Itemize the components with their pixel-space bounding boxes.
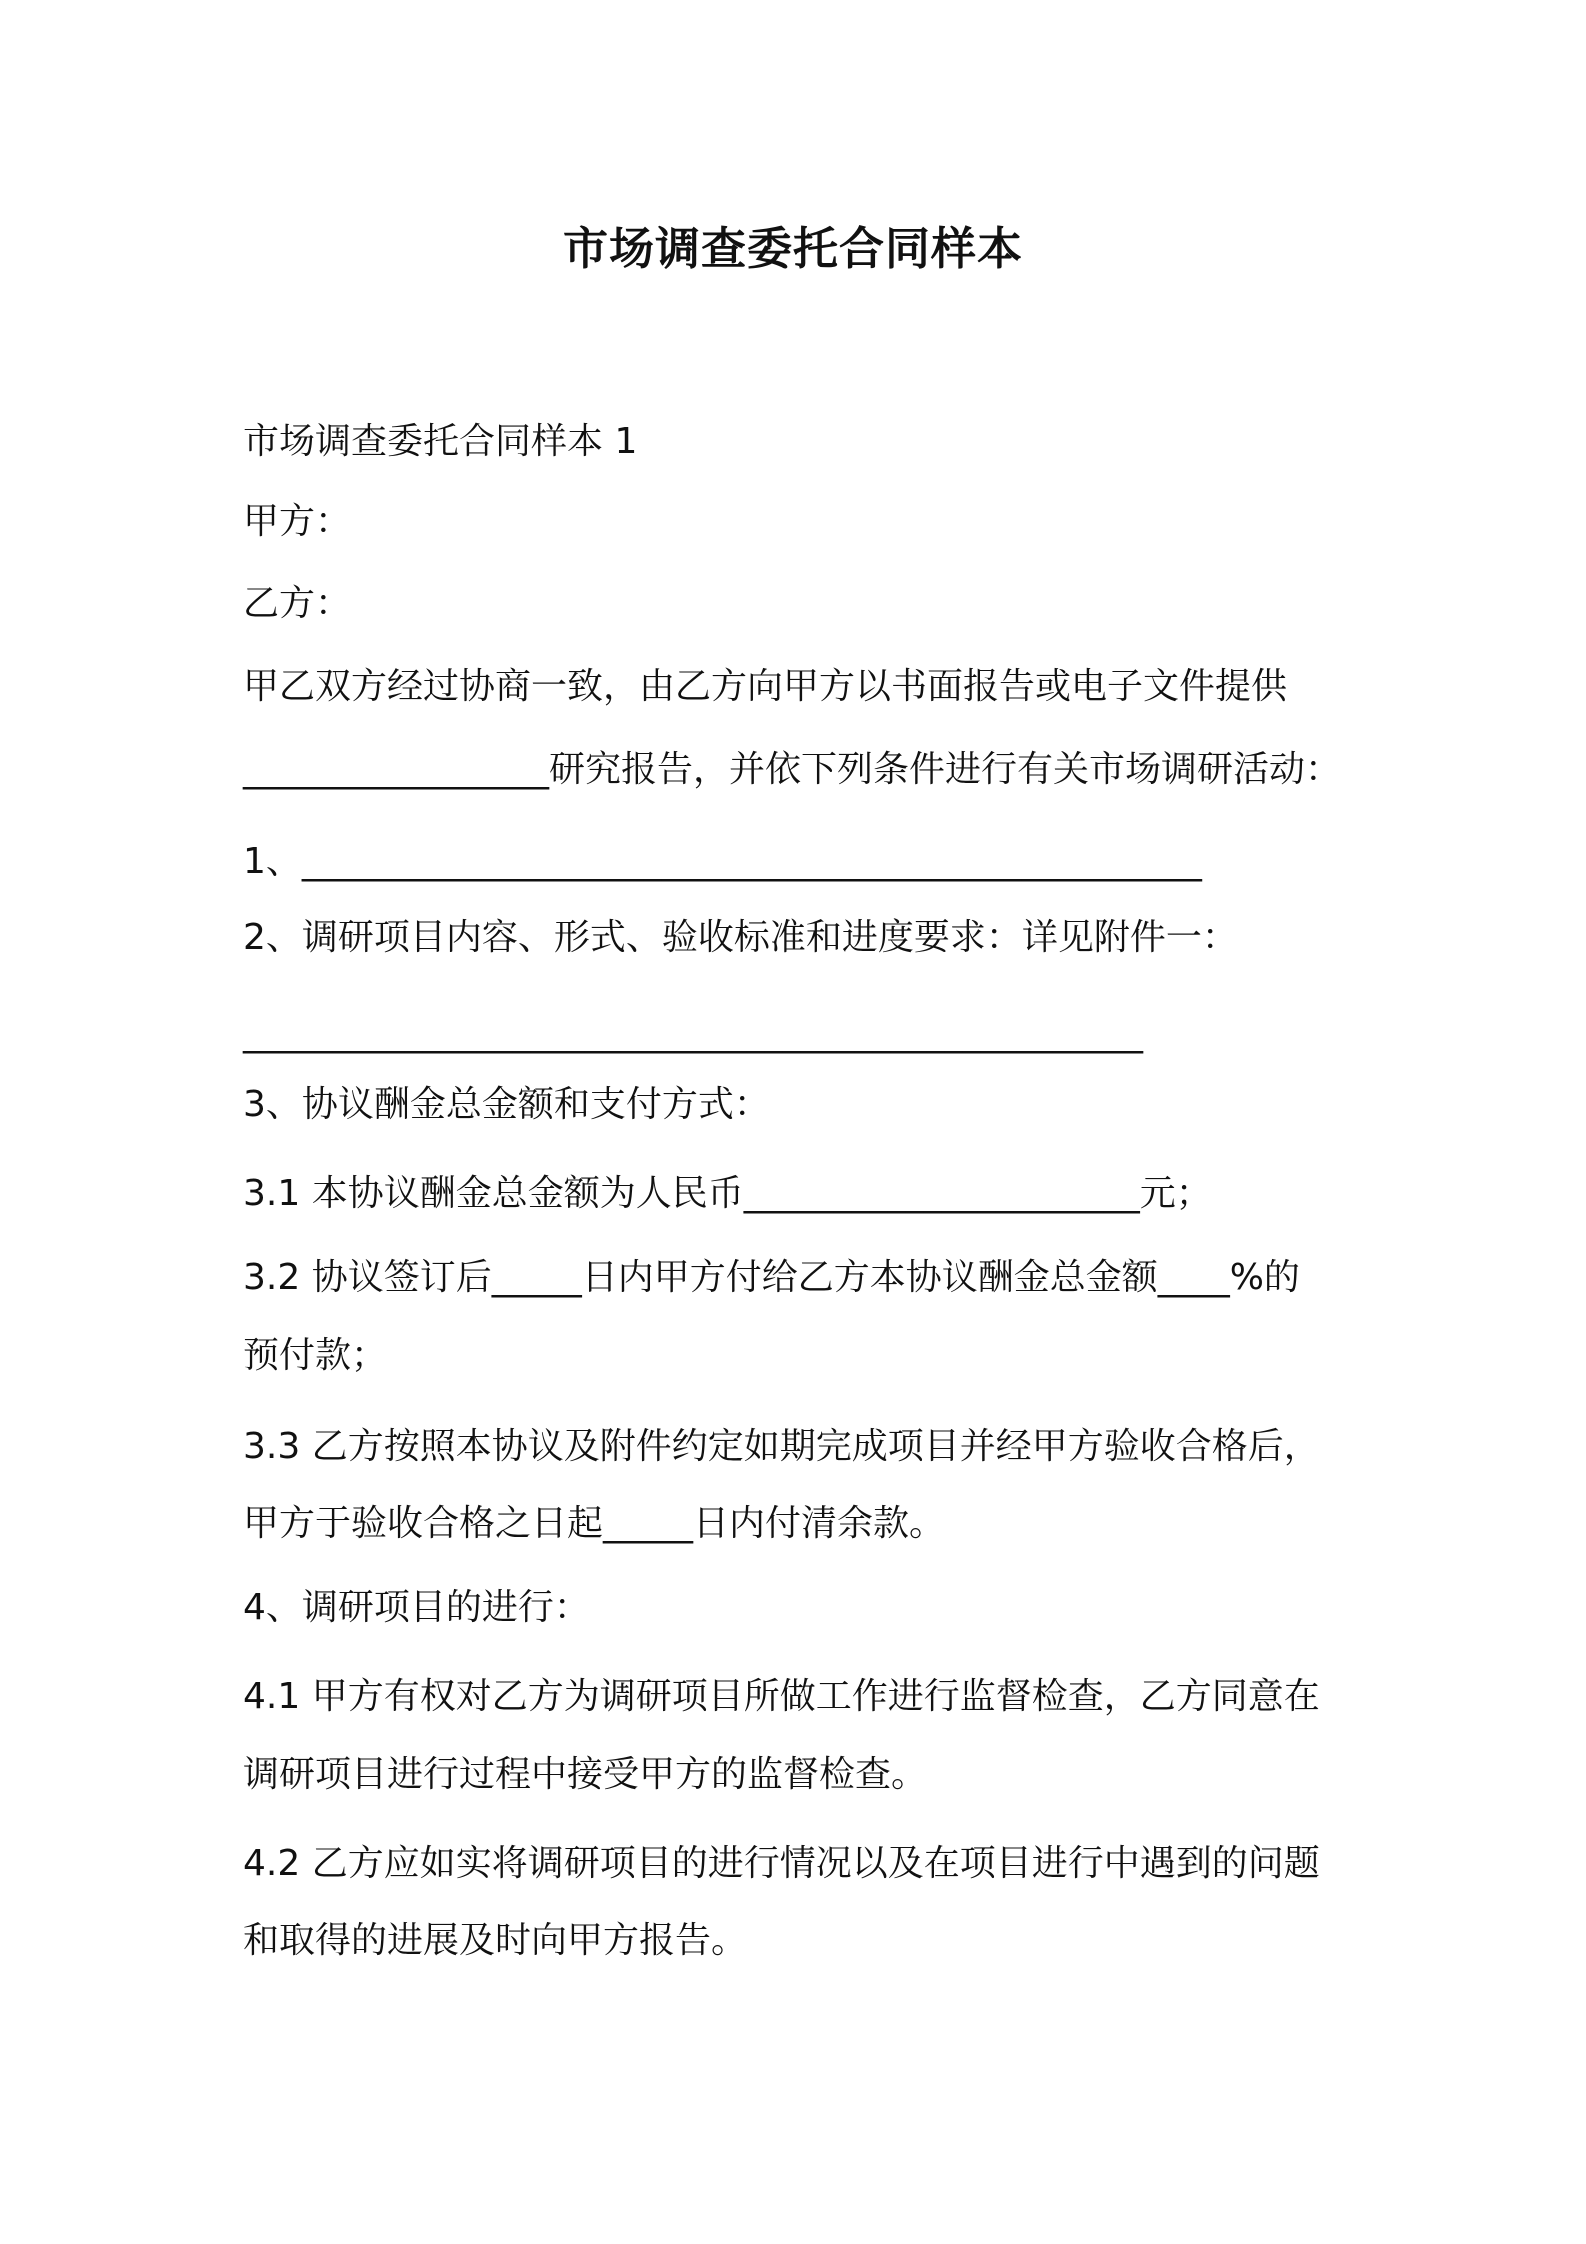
party-a-line: 甲方： <box>243 501 352 542</box>
clause-4-line: 4、调研项目的进行： <box>243 1587 590 1628</box>
clause-3-1-line: 3.1 本协议酬金总金额为人民币______________________元； <box>243 1173 1212 1214</box>
clause-4-1-line: 4.1 甲方有权对乙方为调研项目所做工作进行监督检查，乙方同意在 <box>243 1676 1320 1717</box>
clause-3-line: 3、协议酬金总金额和支付方式： <box>243 1084 770 1125</box>
clause-4-1-continuation: 调研项目进行过程中接受甲方的监督检查。 <box>243 1754 928 1795</box>
section-heading: 市场调查委托合同样本 1 <box>243 421 638 462</box>
clause-4-2-continuation: 和取得的进展及时向甲方报告。 <box>243 1920 748 1961</box>
blank-line: __________________________________________________ <box>243 1013 1143 1054</box>
clause-4-2-line: 4.2 乙方应如实将调研项目的进行情况以及在项目进行中遇到的问题 <box>243 1843 1320 1884</box>
clause-1-line: 1、__________________________________________________ <box>243 841 1202 882</box>
document-title: 市场调查委托合同样本 <box>562 222 1023 275</box>
clause-3-3-line: 3.3 乙方按照本协议及附件约定如期完成项目并经甲方验收合格后， <box>243 1426 1320 1467</box>
party-b-line: 乙方： <box>243 583 352 624</box>
clause-3-2-line: 3.2 协议签订后_____日内甲方付给乙方本协议酬金总金额____%的 <box>243 1257 1300 1298</box>
paragraph-line: 甲乙双方经过协商一致，由乙方向甲方以书面报告或电子文件提供 <box>243 666 1288 707</box>
clause-3-3-continuation: 甲方于验收合格之日起_____日内付清余款。 <box>243 1503 946 1544</box>
clause-2-line: 2、调研项目内容、形式、验收标准和进度要求：详见附件一： <box>243 917 1238 958</box>
paragraph-line: _________________研究报告，并依下列条件进行有关市场调研活动： <box>243 749 1342 790</box>
clause-3-2-continuation: 预付款； <box>243 1335 388 1376</box>
